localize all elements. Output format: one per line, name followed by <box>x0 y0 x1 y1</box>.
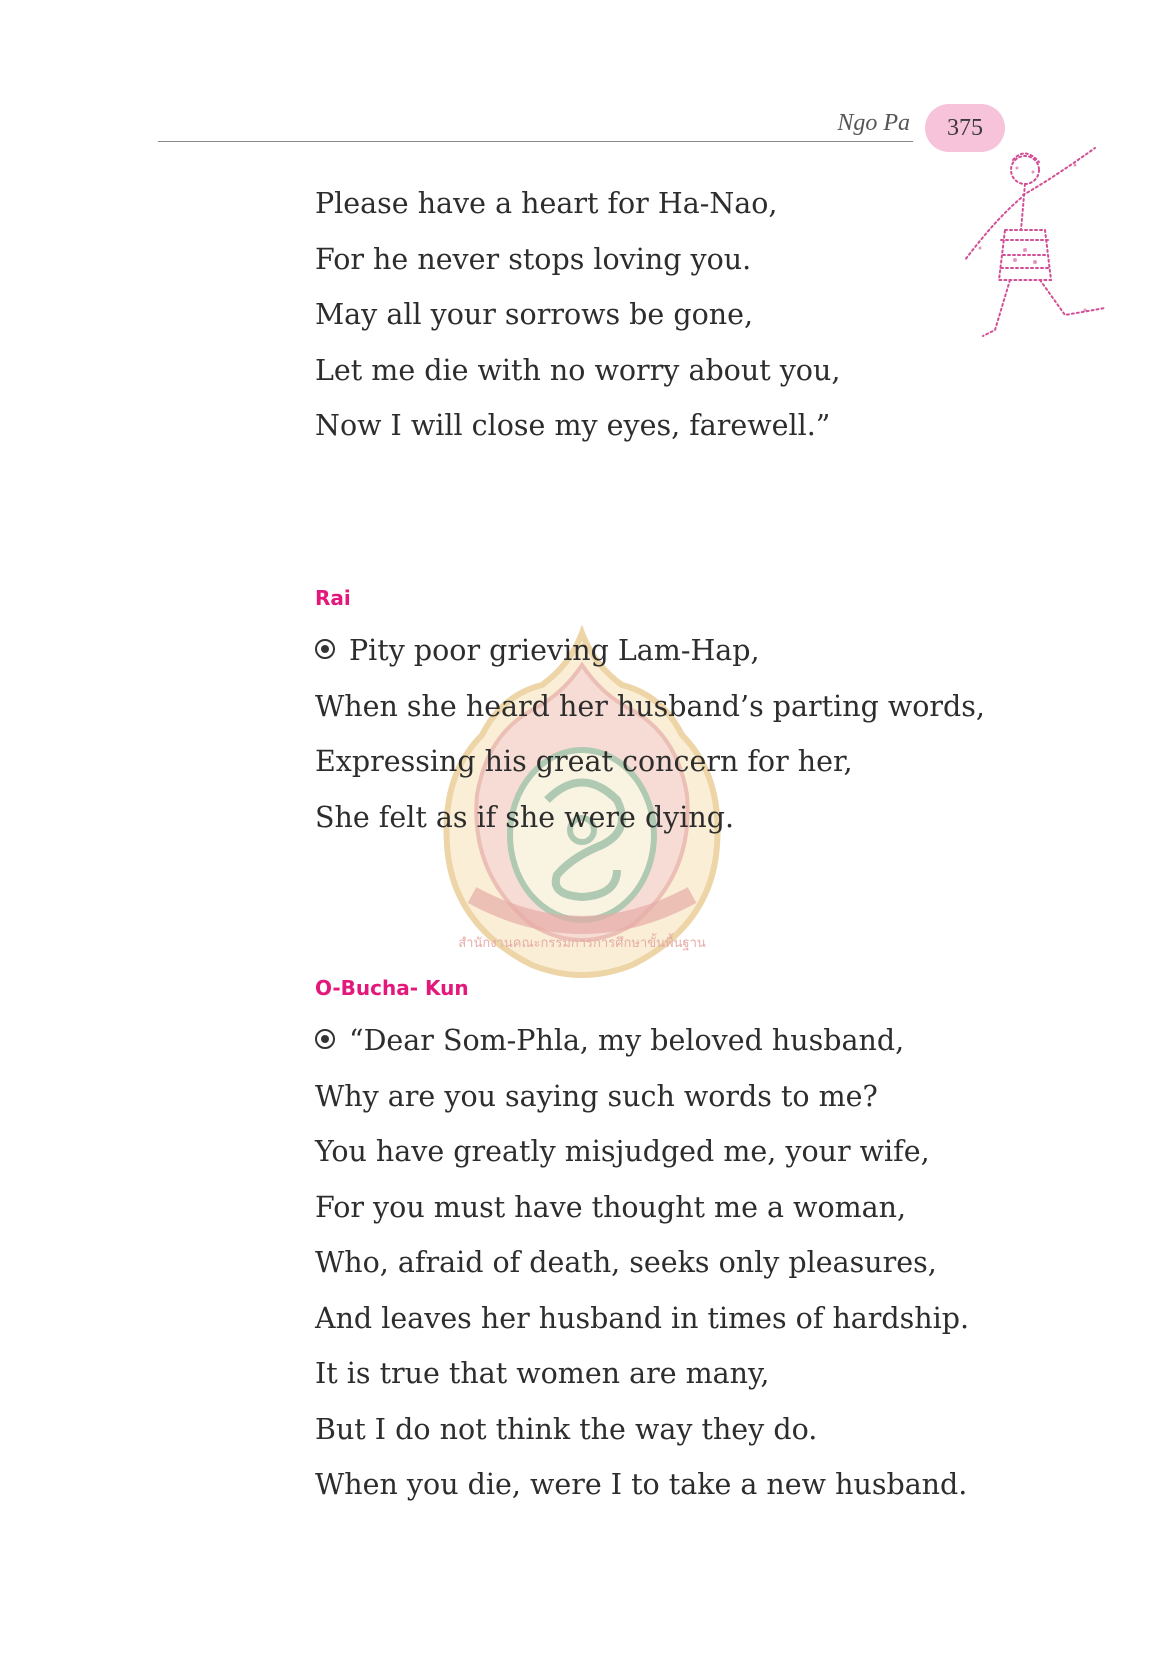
verse-line: Now I will close my eyes, farewell.” <box>315 409 831 442</box>
verse-line: Expressing his great concern for her, <box>315 745 853 778</box>
verse-line: Who, afraid of death, seeks only pleasures, <box>315 1246 937 1279</box>
stanza-1 <box>315 176 840 454</box>
verse-line: When you die, were I to take a new husband. <box>315 1468 968 1501</box>
page-number: 375 <box>947 114 983 141</box>
verse-line <box>315 1013 969 1069</box>
running-title: Ngo Pa <box>837 110 910 136</box>
verse-text: “Dear Som-Phla, my beloved husband, <box>349 1024 905 1057</box>
verse-line: Why are you saying such words to me? <box>315 1079 878 1113</box>
verse-line: May all your sorrows be gone, <box>315 298 754 331</box>
verse-line: When she heard her husband’s parting words, <box>315 689 985 723</box>
verse-text: Pity poor grieving Lam-Hap, <box>349 634 760 667</box>
verse-line: Please have a heart for Ha-Nao, <box>315 187 778 220</box>
dancer-illustration-icon <box>955 140 1115 350</box>
speaker-label-obucha-kun: O-Bucha- Kun <box>315 976 469 1000</box>
verse-line: Let me die with no worry about you, <box>315 353 841 387</box>
verse-line: She felt as if she were dying. <box>315 800 735 834</box>
verse-line: For you must have thought me a woman, <box>315 1190 907 1224</box>
stanza-obucha-kun <box>315 1013 969 1513</box>
verse-line: And leaves her husband in times of hardship. <box>315 1301 970 1335</box>
emblem-text: สำนักงานคณะกรรมการการศึกษาขั้นพื้นฐาน <box>458 936 706 951</box>
speaker-label-rai: Rai <box>315 586 351 610</box>
circle-bullet-icon <box>315 1029 335 1049</box>
verse-line: But I do not think the way they do. <box>315 1412 818 1446</box>
verse-line: You have greatly misjudged me, your wife, <box>315 1135 930 1168</box>
header-rule <box>158 141 913 142</box>
stanza-rai <box>315 623 985 845</box>
circle-bullet-icon <box>315 639 335 659</box>
verse-line: For he never stops loving you. <box>315 242 752 276</box>
verse-line <box>315 623 985 679</box>
verse-line: It is true that women are many, <box>315 1357 770 1390</box>
